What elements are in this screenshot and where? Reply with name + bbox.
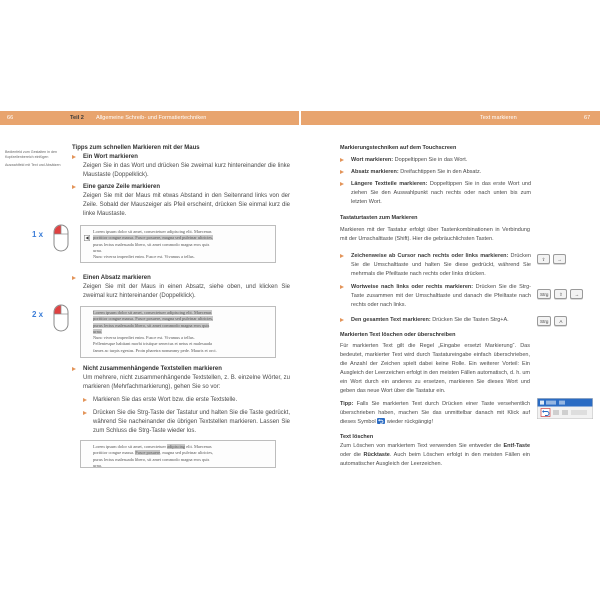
bullet-icon: [340, 182, 344, 186]
delete-text: [340, 442, 530, 469]
sample-text-line: [93, 254, 275, 260]
sample-text: Pellentesque habitant morbi tristique senectus et netus et malesuada: [93, 341, 213, 347]
sample-text: Lorem ipsum dolor sit amet, consectetuer adipiscing elit. Maecenas: [93, 229, 212, 234]
bullet-icon: [72, 367, 76, 371]
touch-item-term: Absatz markieren:: [351, 169, 399, 175]
keyboard-key-icon: A: [554, 316, 567, 326]
sample-text: Lorem ipsum dolor sit amet, consectetuer: [93, 444, 168, 449]
sample-text: urna.: [93, 462, 102, 468]
header-bar-right: [301, 111, 600, 125]
single-click-label: 1 x: [32, 230, 44, 239]
bullet-icon: [340, 285, 344, 289]
touch-item: [351, 168, 531, 177]
chapter-title: Text markieren: [480, 115, 517, 121]
keyboard-key-icon: ⇧: [554, 289, 567, 299]
tip-text-paragraph: Zeigen Sie mit der Maus in einen Absatz, siehe oben, und klicken Sie zweimal kurz hintereinander (Doppelklick).: [83, 284, 290, 299]
undo-toolbar-screenshot: [537, 398, 593, 419]
keyboard-key-icon: Strg: [537, 316, 551, 326]
sample-text: Nunc viverra imperdiet enim. Fusce est. Vivamus a tellus.: [93, 335, 195, 341]
key-item: [351, 283, 531, 310]
sample-text: Nunc viverra imperdiet enim. Fusce est. Vivamus a tellus.: [93, 254, 195, 260]
key-item-text: Drücken Sie die Strg-Taste zusammen mit der Umschalttaste und danach die Pfeiltaste nach rechts oder nach links.: [351, 284, 531, 308]
touch-item: [351, 156, 531, 165]
tip-title-word: Ein Wort markieren: [83, 154, 138, 160]
key-item: [351, 316, 531, 325]
sample-text: urna.: [93, 247, 102, 253]
part-label: Teil 2: [70, 115, 84, 121]
tip-text: wieder rückgängig!: [385, 419, 433, 425]
overwrite-text: Für markierten Text gilt die Regel „Eingabe ersetzt Markierung“. Das bedeutet, markierter Text wird durch Tastatureingabe einfach überschrieben, die Anzahl der Zeichen spielt dabei keine Rolle. Ein weiterer Vorteil: Ein Ausgleich der Leerzeichen erfolgt in den meisten Fällen automatisch, d. h. um ein Wort durch ein anderes zu ersetzen, markieren Sie dieses Wort und geben das neue Wort über die Tastatur ein.: [340, 343, 530, 394]
bullet-icon: [340, 170, 344, 174]
double-click-label: 2 x: [32, 310, 44, 319]
bullet-icon: [340, 318, 344, 322]
sample-text: purus lectus malesuada libero, sit amet commodo magna eros quis: [93, 456, 210, 462]
multi-select-step: Drücken Sie die Strg-Taste der Tastatur und halten Sie die Taste gedrückt, während Sie nacheinander die übrigen Textstellen markieren. Lassen Sie zum Schluss die Strg-Taste wieder los.: [93, 410, 290, 434]
right-page-number: 67: [584, 115, 591, 121]
bullet-icon: [72, 155, 76, 159]
sample-text: purus lectus malesuada libero, sit amet commodo magna eros quis: [93, 241, 210, 247]
key-combination: [537, 289, 583, 299]
margin-note: [5, 150, 65, 168]
sample-line-selection-screenshot: [80, 225, 276, 263]
touch-heading: Markierungstechniken auf dem Touchscreen: [340, 145, 457, 151]
touch-item: [351, 180, 531, 207]
tip-text-word: Zeigen Sie in das Wort und drücken Sie zweimal kurz hintereinander die linke Maustaste (Doppelklick).: [83, 163, 290, 178]
tip-title-multi: Nicht zusammenhängende Textstellen markieren: [83, 366, 222, 372]
selected-text: urna.: [93, 328, 102, 334]
sample-text: elit. Maecenas: [185, 444, 212, 449]
tip-title-line: Eine ganze Zeile markieren: [83, 184, 161, 190]
selected-text: porttitor congue massa. Fusce posuere, magna sed pulvinar ultricies,: [93, 235, 214, 241]
delete-key-name: Entf-Taste: [503, 443, 530, 449]
margin-note-line: Bedienfeld zum Gestalten in den: [5, 150, 57, 154]
margin-note-line: Auswahlfeld mit Text und Absätzen: [5, 163, 61, 167]
overwrite-heading: Markierten Text löschen oder überschreiben: [340, 332, 456, 338]
key-item-term: Zeichenweise ab Cursor nach rechts oder links markieren:: [351, 253, 509, 259]
sample-text-line: [93, 348, 275, 354]
bullet-icon: [340, 158, 344, 162]
delete-text-part: oder die: [340, 452, 364, 458]
bullet-icon: [72, 276, 76, 280]
tips-heading: Tipps zum schnellen Markieren mit der Maus: [72, 145, 200, 151]
backspace-key-name: Rücktaste: [363, 452, 390, 458]
keys-intro: Markieren mit der Tastatur erfolgt über Tastenkombinationen in Verbindung mit der Umschalttaste (Shift). Hier die gebräuchlichsten Tasten.: [340, 227, 530, 242]
key-item-term: Wortweise nach links oder rechts markieren:: [351, 284, 474, 290]
selected-text: Fusce posuere: [135, 450, 161, 456]
keyboard-key-icon: ⇧: [537, 254, 550, 264]
multi-select-step: Markieren Sie das erste Wort bzw. die erste Textstelle.: [93, 397, 238, 403]
selected-text: adipiscing: [167, 444, 186, 449]
tip-text-line: Zeigen Sie mit der Maus mit etwas Abstand in den Seitenrand links von der Zeile. Sobald der Mauszeiger als Pfeil erscheint, drücken Sie einmal kurz die linke Maustaste.: [83, 193, 290, 217]
touch-item-text: Dreifachtippen Sie in den Absatz.: [398, 169, 482, 175]
selected-text: purus lectus malesuada libero, sit amet commodo magna eros quis: [93, 322, 210, 328]
sample-paragraph-selection-screenshot: [80, 306, 276, 358]
mouse-left-click-icon: [52, 303, 70, 333]
key-item-term: Den gesamten Text markieren:: [351, 317, 431, 323]
key-combination: [537, 254, 566, 264]
cursor-arrow-icon: [84, 235, 90, 241]
tip-label: Tipp:: [340, 401, 354, 407]
sample-multi-selection-screenshot: [80, 440, 276, 468]
sample-text: fames ac turpis egestas. Proin pharetra nonummy pede. Mauris et orci.: [93, 347, 217, 353]
margin-note-line: Kopfzeilenbereich einfügen: [5, 155, 49, 159]
bullet-icon: [83, 411, 87, 415]
touch-item-term: Längere Textteile markieren:: [351, 181, 428, 187]
left-page-number: 66: [7, 115, 14, 121]
tip-text: Falls Sie markierten Text durch Drücken einer Taste versehentlich überschrieben haben, machen Sie das unmittelbar danach mit Klick auf dieses Symbol: [340, 401, 530, 425]
delete-heading: Text löschen: [340, 434, 374, 440]
tip-text-multi: Um mehrere, nicht zusammenhängende Textstellen, z. B. einzelne Wörter, zu markieren (Mehrfachmarkierung), gehen Sie so vor:: [83, 375, 290, 390]
bullet-icon: [83, 398, 87, 402]
selected-text: Lorem ipsum dolor sit amet, consectetuer adipiscing elit. Maecenas: [93, 310, 212, 315]
keys-heading: Tastaturtasten zum Markieren: [340, 215, 418, 221]
touch-item-text: Doppeltippen Sie in das erste Wort und ziehen Sie den Auswahlpunkt nach rechts oder nach unten bis zum letzten Wort.: [351, 181, 532, 205]
mouse-left-click-icon: [52, 223, 70, 253]
touch-item-term: Wort markieren:: [351, 157, 394, 163]
keyboard-key-icon: →: [553, 254, 566, 264]
bullet-icon: [72, 185, 76, 189]
key-combination: [537, 316, 567, 326]
bullet-icon: [340, 254, 344, 258]
sample-text-line: [93, 463, 275, 469]
key-item: [351, 252, 531, 279]
part-title: Allgemeine Schreib- und Formatiertechniken: [96, 115, 207, 121]
delete-text-part: . Auch beim Löschen erfolgt in den meisten Fällen ein automatischer Ausgleich der Leerzeichen.: [340, 452, 530, 467]
tip-paragraph: [340, 400, 530, 427]
keyboard-key-icon: Strg: [537, 289, 551, 299]
keyboard-key-icon: →: [570, 289, 583, 299]
key-item-text: Drücken Sie die Umschalttaste und halten Sie diese gedrückt, während Sie mehrmals die Pfeiltaste nach rechts oder links drücken.: [351, 253, 531, 277]
sample-text: porttitor congue massa.: [93, 450, 136, 456]
delete-text-part: Zum Löschen von markiertem Text verwenden Sie entweder die: [340, 443, 504, 449]
key-item-text: Drücken Sie die Tasten Strg+A.: [430, 317, 509, 323]
tip-title-paragraph: Einen Absatz markieren: [83, 275, 151, 281]
selected-text: porttitor congue massa. Fusce posuere, magna sed pulvinar ultricies,: [93, 316, 214, 322]
sample-text: , magna sed pulvinar ultricies,: [160, 450, 214, 456]
touch-item-text: Doppeltippen Sie in das Wort.: [393, 157, 468, 163]
